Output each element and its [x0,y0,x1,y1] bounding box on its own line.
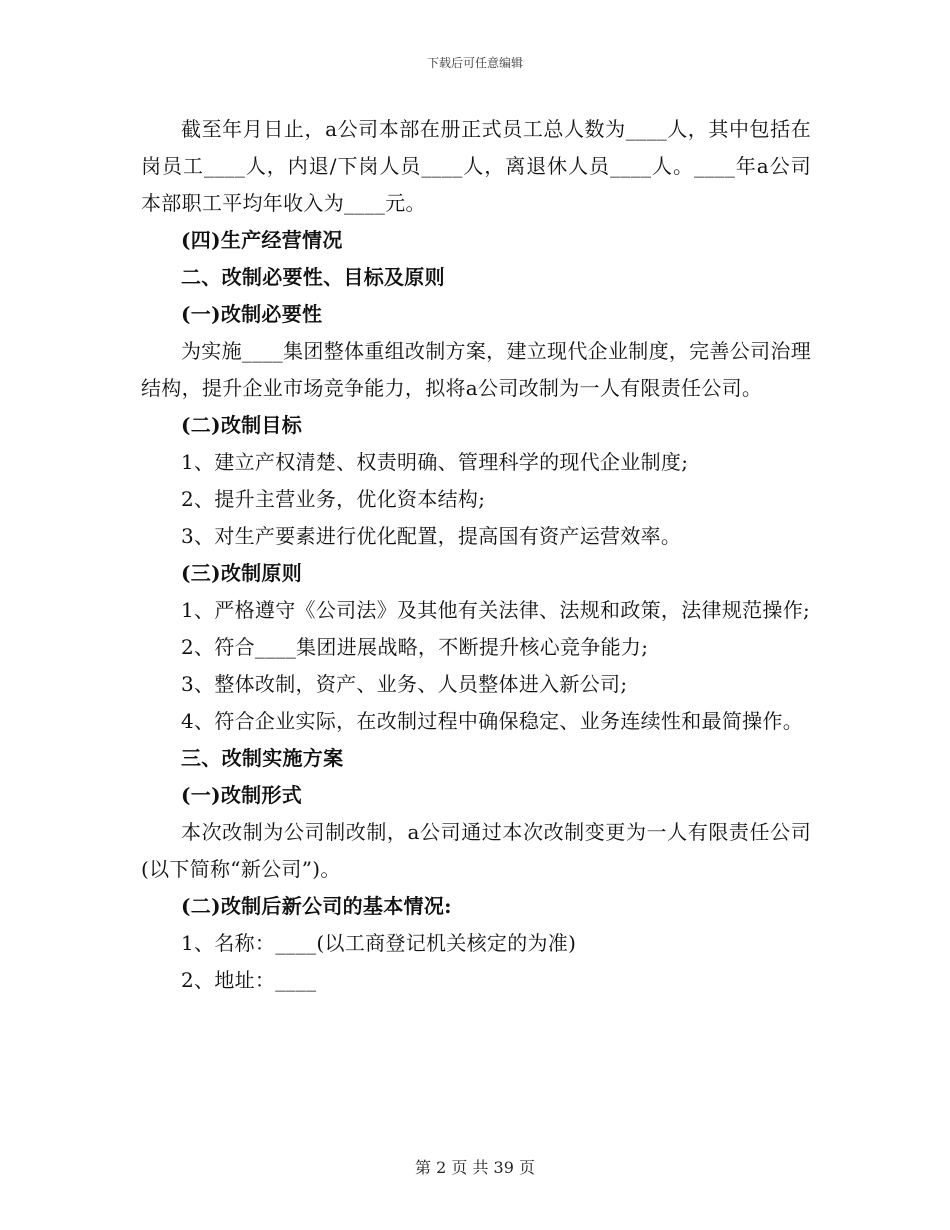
document-body [141,111,811,999]
list-item-goal-2: 2、提升主营业务，优化资本结构; [181,487,486,511]
heading-section-two: 二、改制必要性、目标及原则 [181,265,445,289]
list-item-goal-1: 1、建立产权清楚、权责明确、管理科学的现代企业制度; [181,450,689,474]
heading-principles: (三)改制原则 [181,561,303,585]
list-item-principle-4: 4、符合企业实际，在改制过程中确保稳定、业务连续性和最简操作。 [181,709,804,733]
paragraph-form: 本次改制为公司制改制，a公司通过本次改制变更为一人有限责任公司(以下简称“新公司”)。 [141,820,811,881]
page-number-footer: 第 2 页 共 39 页 [415,1158,535,1177]
heading-basic-info: (二)改制后新公司的基本情况: [181,894,452,918]
list-item-principle-2: 2、符合____集团进展战略，不断提升核心竞争能力; [181,635,649,659]
list-item-principle-1: 1、严格遵守《公司法》及其他有关法律、法规和政策，法律规范操作; [181,598,811,622]
list-item-goal-3: 3、对生产要素进行优化配置，提高国有资产运营效率。 [181,524,682,548]
list-item-address: 2、地址：____ [181,968,317,992]
list-item-principle-3: 3、整体改制，资产、业务、人员整体进入新公司; [181,672,628,696]
heading-form: (一)改制形式 [181,783,303,807]
list-item-name: 1、名称：____(以工商登记机关核定的为准) [181,931,577,955]
heading-goals: (二)改制目标 [181,413,303,437]
paragraph-staff-count: 截至年月日止，a公司本部在册正式员工总人数为____人，其中包括在岗员工____人，内退/下岗人员____人，离退休人员____人。____年a公司本部职工平均年收入为____元。 [141,117,811,215]
paragraph-necessity: 为实施____集团整体重组改制方案，建立现代企业制度，完善公司治理结构，提升企业市场竞争能力，拟将a公司改制为一人有限责任公司。 [141,339,811,400]
heading-section-three: 三、改制实施方案 [181,746,344,770]
heading-necessity: (一)改制必要性 [181,302,323,326]
heading-production-operation: (四)生产经营情况 [181,228,343,252]
header-note: 下载后可任意编辑 [426,56,523,70]
